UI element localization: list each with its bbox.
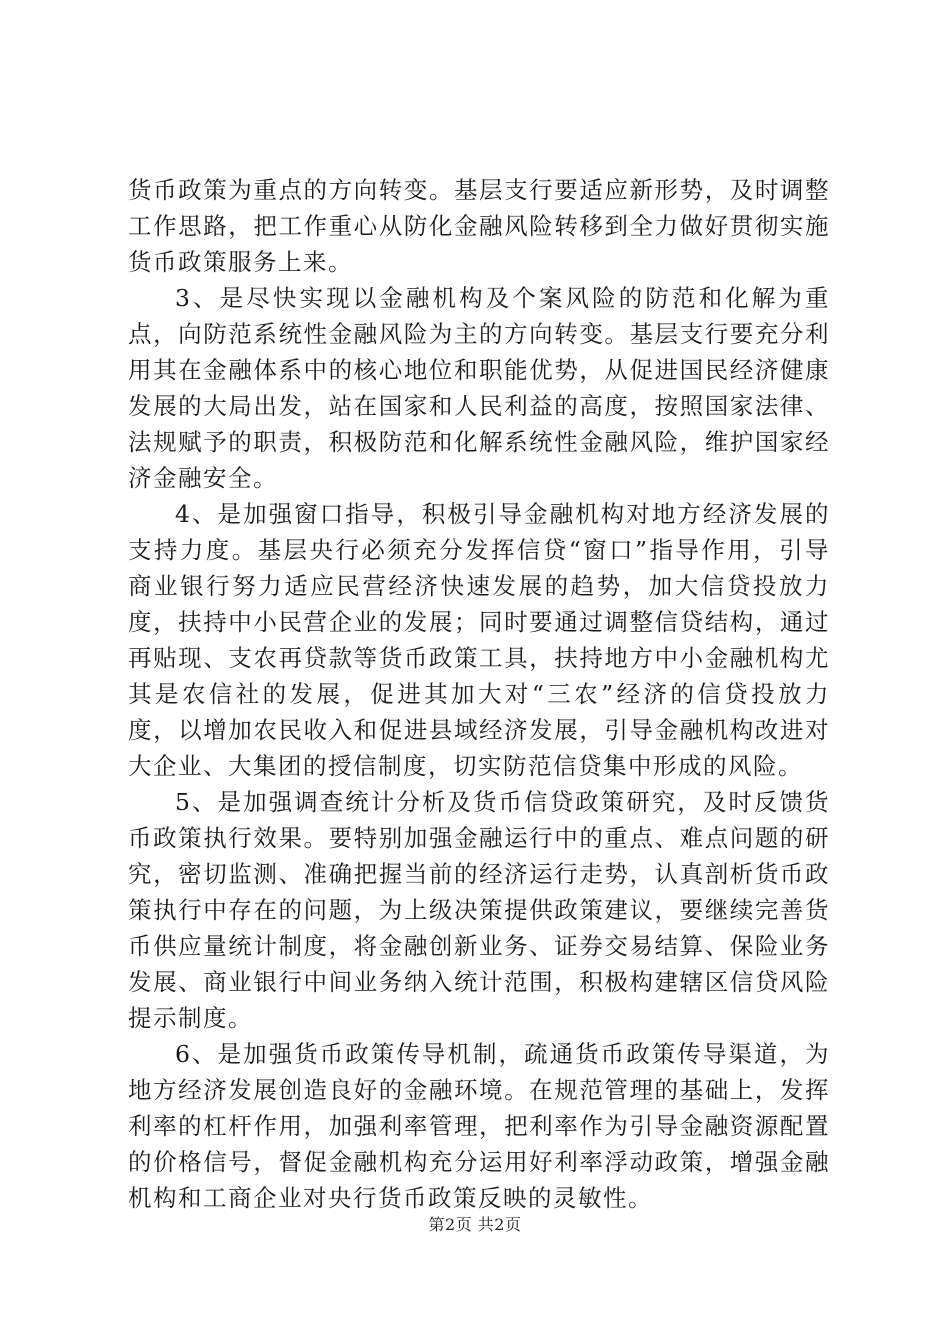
paragraph-item-6: 6、是加强货币政策传导机制，疏通货币政策传导渠道，为地方经济发展创造良好的金融环境。在规范管理的基础上，发挥利率的杠杆作用，加强利率管理，把利率作为引导金融资源配置的价格信号，督促金融机构充分运用好利率浮动政策，增强金融机构和工商企业对央行货币政策反映的灵敏性。: [128, 1040, 830, 1212]
paragraph-item-4: 4、是加强窗口指导，积极引导金融机构对地方经济发展的支持力度。基层央行必须充分发挥信贷“窗口”指导作用，引导商业银行努力适应民营经济快速发展的趋势，加大信贷投放力度，扶持中小民营企业的发展；同时要通过调整信贷结构，通过再贴现、支农再贷款等货币政策工具，扶持地方中小金融机构尤其是农信社的发展，促进其加大对“三农”经济的信贷投放力度，以增加农民收入和促进县域经济发展，引导金融机构改进对大企业、大集团的授信制度，切实防范信贷集中形成的风险。: [128, 500, 830, 780]
document-body: [128, 172, 830, 1216]
paragraph-item-3: 3、是尽快实现以金融机构及个案风险的防范和化解为重点，向防范系统性金融风险为主的方向转变。基层支行要充分利用其在金融体系中的核心地位和职能优势，从促进国民经济健康发展的大局出发，站在国家和人民利益的高度，按照国家法律、法规赋予的职责，积极防范和化解系统性金融风险，维护国家经济金融安全。: [128, 284, 830, 492]
paragraph-continuation: 货币政策为重点的方向转变。基层支行要适应新形势，及时调整工作思路，把工作重心从防化金融风险转移到全力做好贯彻实施货币政策服务上来。: [128, 176, 830, 276]
page-number-footer: 第2页 共2页: [428, 1215, 522, 1234]
paragraph-item-5: 5、是加强调查统计分析及货币信贷政策研究，及时反馈货币政策执行效果。要特别加强金融运行中的重点、难点问题的研究，密切监测、准确把握当前的经济运行走势，认真剖析货币政策执行中存在的问题，为上级决策提供政策建议，要继续完善货币供应量统计制度，将金融创新业务、证券交易结算、保险业务发展、商业银行中间业务纳入统计范围，积极构建辖区信贷风险提示制度。: [128, 788, 830, 1032]
